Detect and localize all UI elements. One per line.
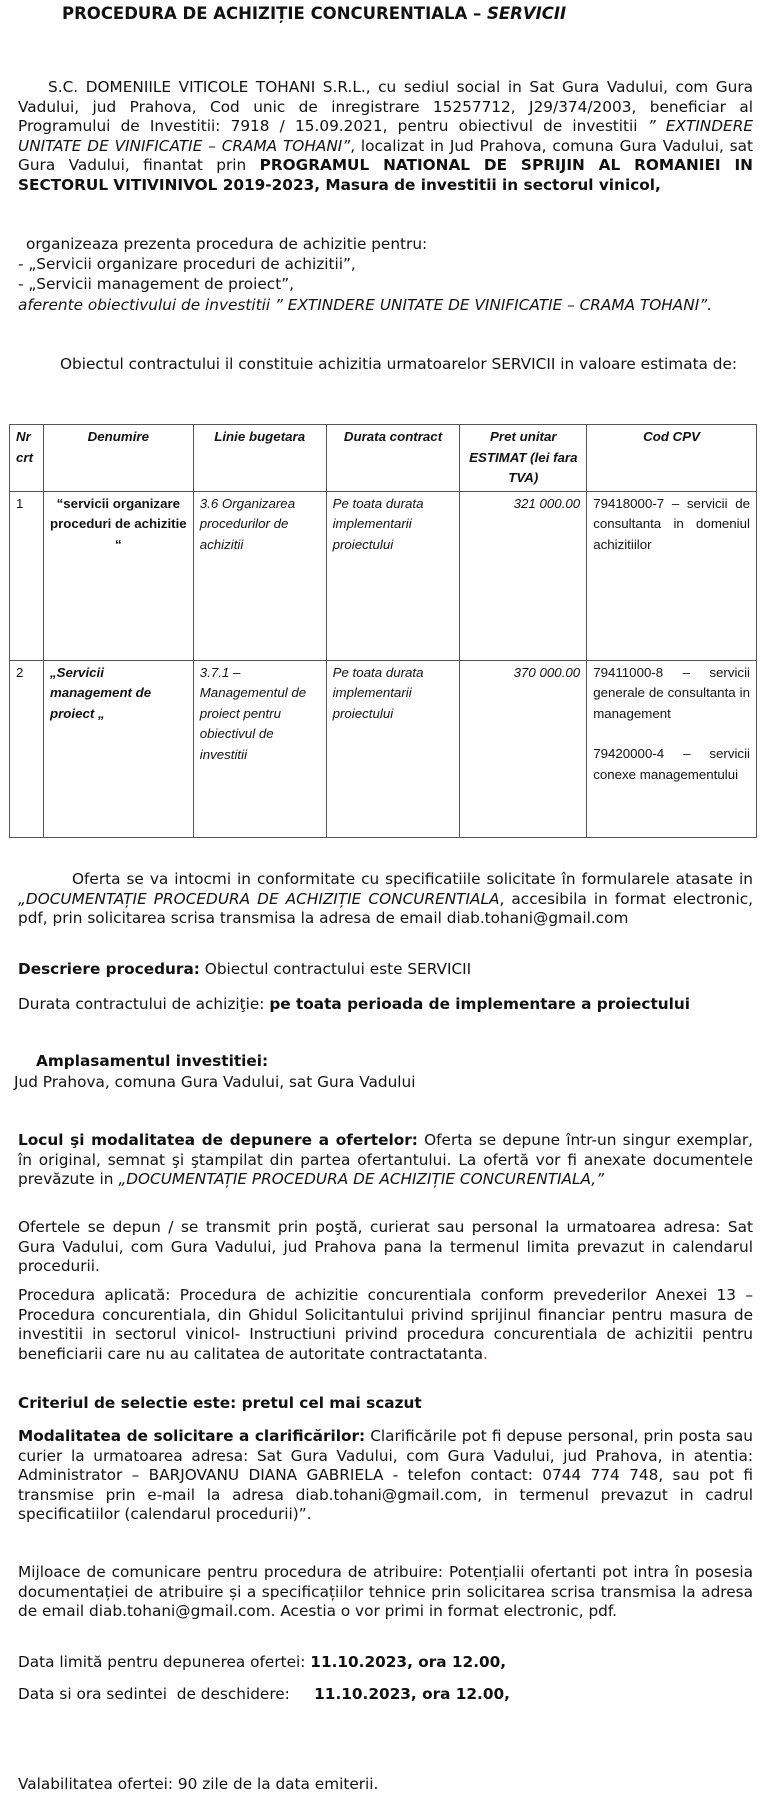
amplasament-value: Jud Prahova, comuna Gura Vadului, sat Gura Vadului [14,1073,416,1091]
clarificari-paragraph: Modalitatea de solicitare a clarificărilor: Clarificările pot fi depuse personal, prin posta sau curier la urmatoarea adresa: Sat Gura Vadului, com Gura Vadului, jud Prahova, in atentia: Administrator – BARJOVANU DIANA GABRIELA - telefon contact: 0744 774 748, sau pot fi transmise prin e-mail la adresa diab.tohani@gmail.com, in termenul prevazut in cadrul specificatiilor (calendarul procedurii)”. [18,1427,753,1523]
cell-pret: 370 000.00 [460,660,587,837]
services-table [9,424,757,838]
header-cpv: Cod CPV [587,425,757,492]
header-durata: Durata contract [326,425,460,492]
cell-cpv [587,660,757,837]
cell-linie: 3.6 Organizarea procedurilor de achizitii [193,491,326,660]
data-deschidere: Data si ora sedintei de deschidere: 11.10.2023, ora 12.00, [18,1685,510,1703]
header-nr: Nr crt [10,425,44,492]
header-denumire: Denumire [43,425,193,492]
cell-durata: Pe toata durata implementarii proiectului [326,660,460,837]
service-item-1: - „Servicii organizare proceduri de achizitii”, [18,255,356,273]
header-pret: Pret unitar ESTIMAT (lei fara TVA) [460,425,587,492]
aferente-line: aferente obiectivului de investitii ” EXTINDERE UNITATE DE VINIFICATIE – CRAMA TOHANI”. [18,296,713,314]
cell-cpv [587,491,757,660]
durata-contract: Durata contractului de achiziţie: pe toata perioada de implementare a proiectului [18,995,691,1013]
mijloace-paragraph: Mijloace de comunicare pentru procedura de atribuire: Potențialii ofertanti pot intra în posesia documentației de atribuire și a specificațiilor tehnice prin solicitarea scrisa transmisa la adresa de email diab.tohani@gmail.com. Acestia o vor primi in format electronic, pdf. [18,1563,753,1620]
cell-durata: Pe toata durata implementarii proiectului [326,491,460,660]
procedura-aplicata: Procedura aplicată: Procedura de achizitie concurentiala conform prevederilor Anexei 13 – Procedura concurentiala, din Ghidul Solicitantului privind sprijinul financiar pentru masura de investitii in sectorul vinicol- Instructiuni privind procedura concurentiala de achizitii pentru beneficiarii care nu au calitatea de autoritate contractatanta. [18,1286,753,1363]
amplasament-label: Amplasamentul investitiei: [36,1052,269,1070]
locul-paragraph: Locul şi modalitatea de depunere a ofertelor: Oferta se depune într-un singur exemplar, în original, semnat şi ştampilat din partea ofertantului. La ofertă vor fi anexate documentele prevăzute in „DOCUMENTAȚIE PROCEDURA DE ACHIZIȚIE CONCURENTIALA,” [18,1131,753,1188]
ofertele-paragraph: Ofertele se depun / se transmit prin poştă, curierat sau personal la urmatoarea adresa: Sat Gura Vadului, com Gura Vadului, jud Prahova pana la termenul limita prevazut in calendarul procedurii. [18,1218,753,1275]
header-linie: Linie bugetara [193,425,326,492]
intro-paragraph: S.C. DOMENIILE VITICOLE TOHANI S.R.L., cu sediul social in Sat Gura Vadului, com Gura Vadului, jud Prahova, Cod unic de inregistrare 15257712, J29/374/2003, beneficiar al Programului de Investitii: 7918 / 15.09.2021, pentru obiectivul de investitii ” EXTINDERE UNITATE DE VINIFICATIE – CRAMA TOHANI”, localizat in Jud Prahova, comuna Gura Vadului, sat Gura Vadului, finantat prin PROGRAMUL NATIONAL DE SPRIJIN AL ROMANIEI IN SECTORUL VITIVINIVOL 2019-2023, Masura de investitii in sectorul vinicol, [18,78,753,194]
oferta-paragraph: Oferta se va intocmi in conformitate cu specificatiile solicitate în formularele atasate in „DOCUMENTAȚIE PROCEDURA DE ACHIZIȚIE CONCURENTIALA, accesibila in format electronic, pdf, prin solicitarea scrisa transmisa la adresa de email diab.tohani@gmail.com [18,870,753,927]
cpv-code: 79420000-4 – servicii conexe managementului [593,746,750,782]
cell-nr: 2 [10,660,44,837]
descriere-procedura: Descriere procedura: Obiectul contractului este SERVICII [18,960,472,978]
cell-denumire: „Servicii management de proiect „ [43,660,193,837]
table-row [10,491,757,660]
cell-denumire: “servicii organizare proceduri de achizitie “ [43,491,193,660]
table-header-row [10,425,757,492]
service-item-2: - „Servicii management de proiect”, [18,275,294,293]
cpv-code: 79411000-8 – servicii generale de consultanta in management [593,664,750,721]
cell-linie: 3.7.1 – Managementul de proiect pentru obiectivul de investitii [193,660,326,837]
page-title: PROCEDURA DE ACHIZIȚIE CONCURENTIALA – SERVICII [62,4,567,23]
data-limita: Data limită pentru depunerea ofertei: 11.10.2023, ora 12.00, [18,1653,507,1671]
table-row [10,660,757,837]
object-sentence: Obiectul contractului il constituie achizitia urmatoarelor SERVICII in valoare estimata de: [60,355,738,373]
criteriu-selectie: Criteriul de selectie este: pretul cel mai scazut [18,1394,422,1412]
cell-pret: 321 000.00 [460,491,587,660]
cpv-code: 79418000-7 – servicii de consultanta in domeniul achizitiilor [593,495,750,552]
valabilitate: Valabilitatea ofertei: 90 zile de la data emiterii. [18,1775,379,1793]
organizes-line: organizeaza prezenta procedura de achizitie pentru: [26,235,428,253]
cell-nr: 1 [10,491,44,660]
